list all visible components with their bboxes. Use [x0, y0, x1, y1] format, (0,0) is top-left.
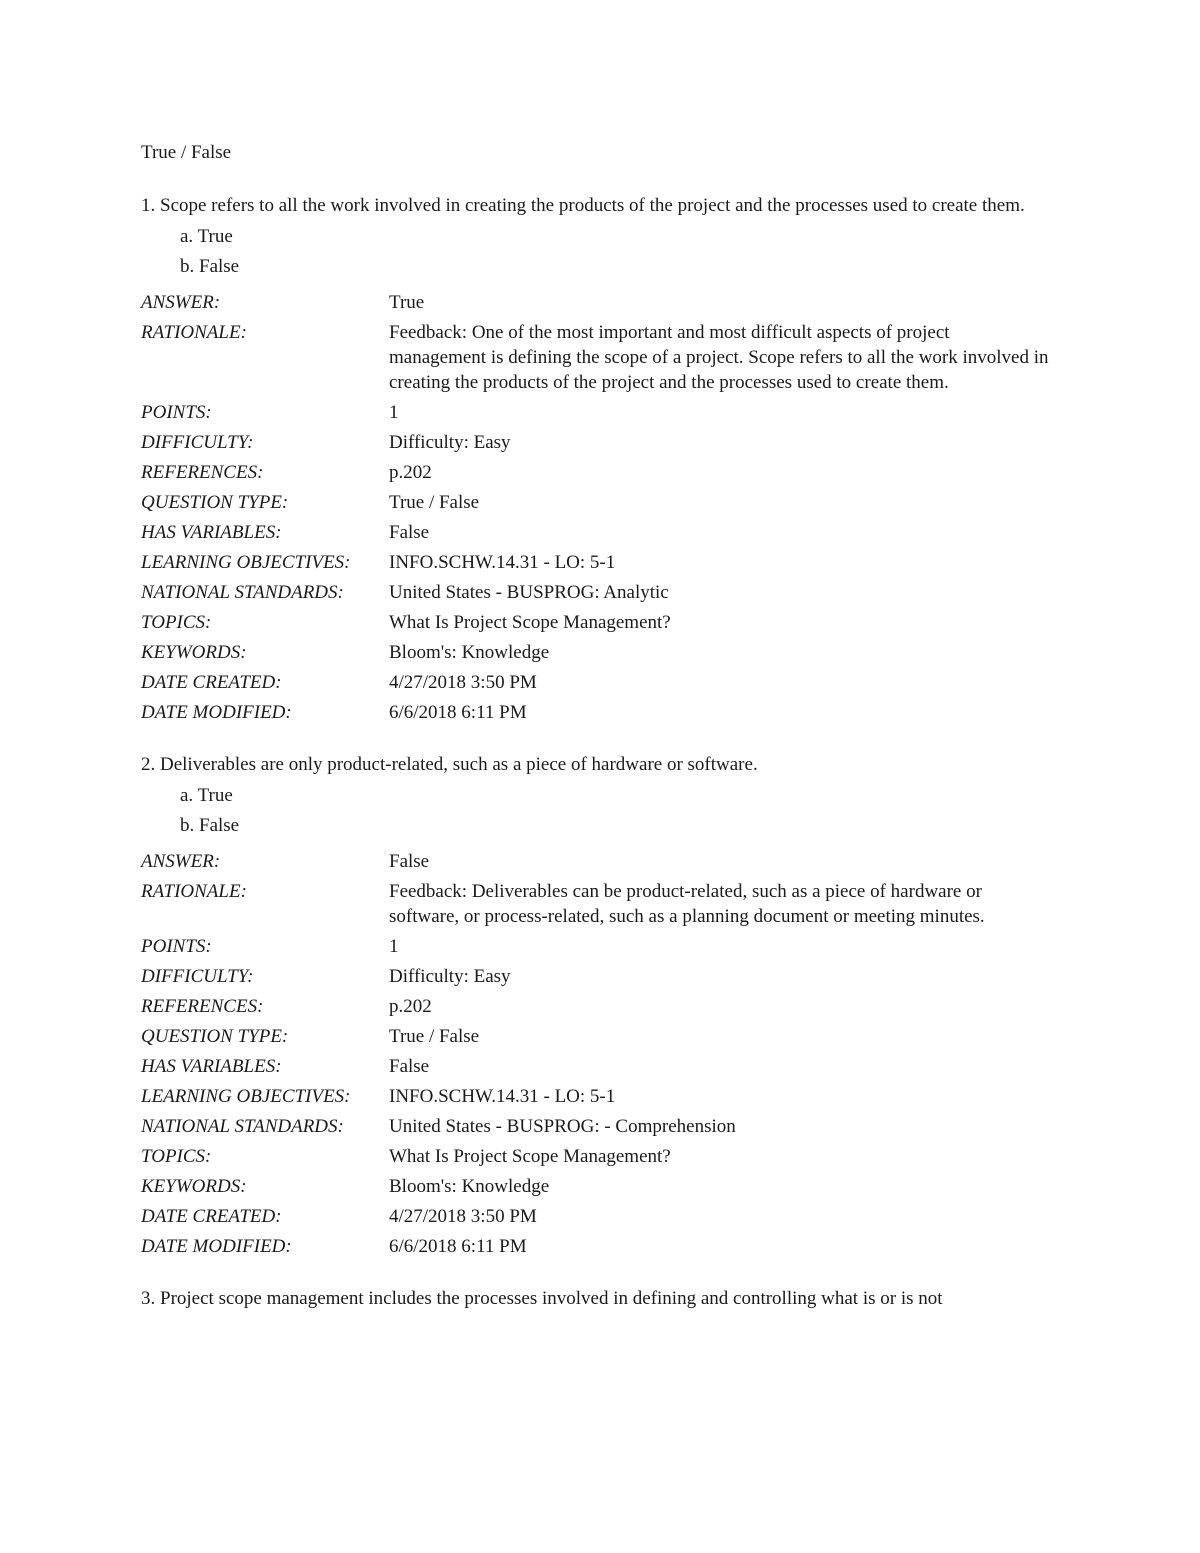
- points-row: [141, 400, 1061, 425]
- date-modified-row: [141, 1234, 1061, 1259]
- date-created-value: 4/27/2018 3:50 PM: [389, 1206, 537, 1227]
- has-variables-row: [141, 520, 1061, 545]
- date-created-label: DATE CREATED:: [141, 1206, 282, 1227]
- date-modified-label: DATE MODIFIED:: [141, 702, 292, 723]
- topics-value: What Is Project Scope Management?: [389, 1146, 671, 1167]
- national-standards-value: United States - BUSPROG: - Comprehension: [389, 1116, 736, 1137]
- keywords-value: Bloom's: Knowledge: [389, 1176, 550, 1197]
- rationale-value: Feedback: Deliverables can be product-related, such as a piece of hardware or software, or process-related, such as a planning document or meeting minutes.: [389, 881, 985, 927]
- question-type-label: QUESTION TYPE:: [141, 1026, 289, 1047]
- national-standards-row: [141, 580, 1061, 605]
- rationale-label: RATIONALE:: [141, 881, 247, 902]
- question-3: [141, 1287, 1061, 1311]
- keywords-row: [141, 640, 1061, 665]
- difficulty-label: DIFFICULTY:: [141, 432, 254, 453]
- difficulty-value: Difficulty: Easy: [389, 432, 511, 453]
- date-created-row: [141, 1204, 1061, 1229]
- rationale-row: [141, 320, 1061, 395]
- topics-row: [141, 1144, 1061, 1169]
- date-created-row: [141, 670, 1061, 695]
- question-type-row: [141, 1024, 1061, 1049]
- rationale-row: [141, 879, 1061, 929]
- topics-value: What Is Project Scope Management?: [389, 612, 671, 633]
- question-stem: 3. Project scope management includes the processes involved in defining and controlling what is or is not: [141, 1288, 943, 1309]
- national-standards-label: NATIONAL STANDARDS:: [141, 582, 344, 603]
- question-stem: 1. Scope refers to all the work involved in creating the products of the project and the processes used to create them.: [141, 195, 1025, 216]
- points-value: 1: [389, 936, 399, 957]
- references-row: [141, 994, 1061, 1019]
- has-variables-value: False: [389, 1056, 430, 1077]
- date-modified-value: 6/6/2018 6:11 PM: [389, 1236, 527, 1257]
- rationale-label: RATIONALE:: [141, 322, 247, 343]
- date-modified-label: DATE MODIFIED:: [141, 1236, 292, 1257]
- points-label: POINTS:: [141, 936, 212, 957]
- question-type-value: True / False: [389, 1026, 480, 1047]
- answer-value: False: [389, 851, 430, 872]
- learning-objectives-row: [141, 1084, 1061, 1109]
- learning-objectives-value: INFO.SCHW.14.31 - LO: 5-1: [389, 1086, 616, 1107]
- national-standards-label: NATIONAL STANDARDS:: [141, 1116, 344, 1137]
- topics-label: TOPICS:: [141, 612, 212, 633]
- points-value: 1: [389, 402, 399, 423]
- references-label: REFERENCES:: [141, 996, 264, 1017]
- choice-a: a. True: [180, 785, 233, 806]
- national-standards-row: [141, 1114, 1061, 1139]
- question-stem: 2. Deliverables are only product-related, such as a piece of hardware or software.: [141, 754, 758, 775]
- points-label: POINTS:: [141, 402, 212, 423]
- answer-row: [141, 290, 1061, 315]
- references-label: REFERENCES:: [141, 462, 264, 483]
- question-type-value: True / False: [389, 492, 480, 513]
- choice-b: b. False: [180, 256, 240, 277]
- learning-objectives-row: [141, 550, 1061, 575]
- topics-row: [141, 610, 1061, 635]
- keywords-row: [141, 1174, 1061, 1199]
- keywords-label: KEYWORDS:: [141, 1176, 247, 1197]
- rationale-value: Feedback: One of the most important and most difficult aspects of project management is defining the scope of a project. Scope refers to all the work involved in creating the products of the project and the processes used to create them.: [389, 322, 1049, 393]
- document-page: [141, 140, 1061, 1339]
- difficulty-row: [141, 430, 1061, 455]
- has-variables-label: HAS VARIABLES:: [141, 1056, 282, 1077]
- references-value: p.202: [389, 996, 432, 1017]
- references-row: [141, 460, 1061, 485]
- date-created-label: DATE CREATED:: [141, 672, 282, 693]
- has-variables-label: HAS VARIABLES:: [141, 522, 282, 543]
- topics-label: TOPICS:: [141, 1146, 212, 1167]
- has-variables-row: [141, 1054, 1061, 1079]
- difficulty-label: DIFFICULTY:: [141, 966, 254, 987]
- question-type-label: QUESTION TYPE:: [141, 492, 289, 513]
- learning-objectives-label: LEARNING OBJECTIVES:: [141, 1086, 351, 1107]
- difficulty-row: [141, 964, 1061, 989]
- question-type-row: [141, 490, 1061, 515]
- question-1: [141, 194, 1061, 725]
- has-variables-value: False: [389, 522, 430, 543]
- learning-objectives-value: INFO.SCHW.14.31 - LO: 5-1: [389, 552, 616, 573]
- date-created-value: 4/27/2018 3:50 PM: [389, 672, 537, 693]
- answer-label: ANSWER:: [141, 851, 221, 872]
- date-modified-row: [141, 700, 1061, 725]
- answer-label: ANSWER:: [141, 292, 221, 313]
- points-row: [141, 934, 1061, 959]
- references-value: p.202: [389, 462, 432, 483]
- date-modified-value: 6/6/2018 6:11 PM: [389, 702, 527, 723]
- choice-a: a. True: [180, 226, 233, 247]
- choice-b: b. False: [180, 815, 240, 836]
- difficulty-value: Difficulty: Easy: [389, 966, 511, 987]
- keywords-value: Bloom's: Knowledge: [389, 642, 550, 663]
- answer-row: [141, 849, 1061, 874]
- learning-objectives-label: LEARNING OBJECTIVES:: [141, 552, 351, 573]
- answer-value: True: [389, 292, 425, 313]
- section-title: True / False: [141, 142, 232, 163]
- keywords-label: KEYWORDS:: [141, 642, 247, 663]
- national-standards-value: United States - BUSPROG: Analytic: [389, 582, 669, 603]
- question-2: [141, 753, 1061, 1259]
